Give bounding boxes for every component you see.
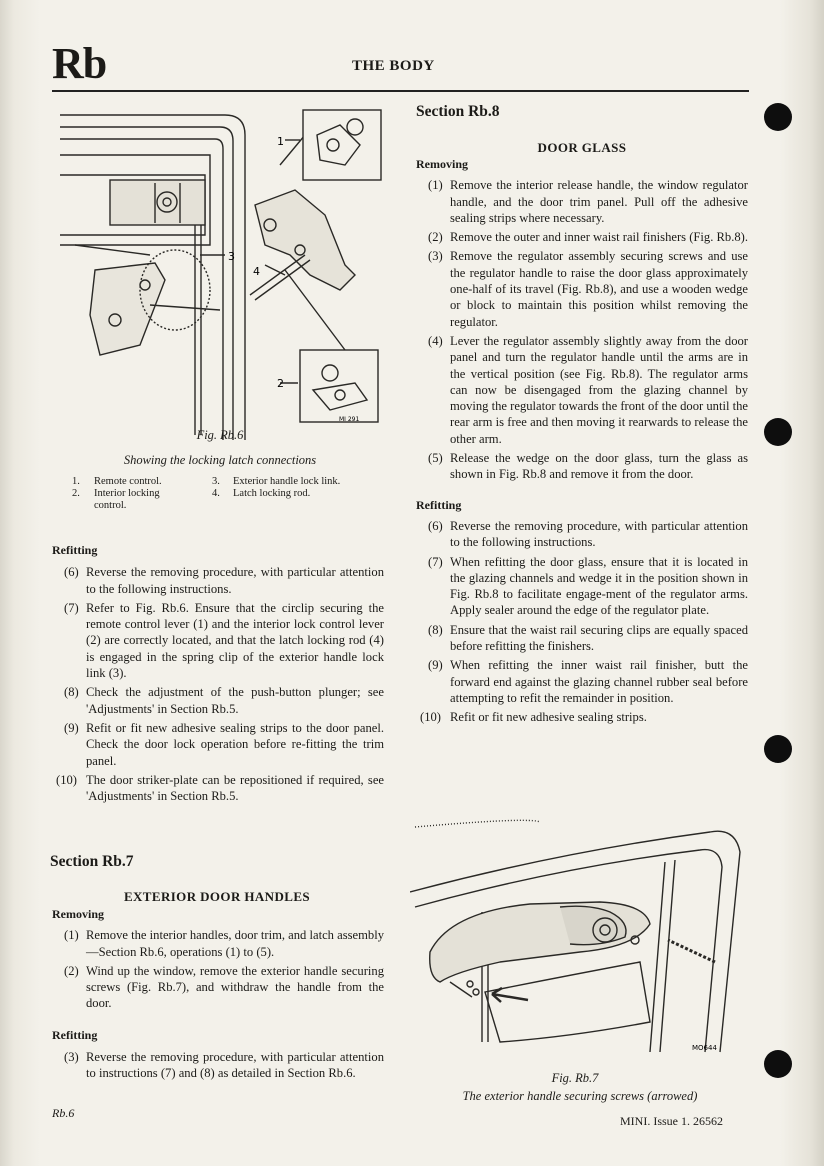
legend-num: 3. (212, 476, 220, 487)
legend-num: 1. (72, 476, 80, 487)
punch-hole (764, 103, 792, 131)
step: (6) Reverse the removing procedure, with particular attention to the following instructions. (64, 565, 384, 596)
latch-connections-illustration (55, 105, 390, 440)
step: (9) When refitting the inner waist rail finisher, butt the forward end against the glazing channel rubber seal before attempting to refit the remainder in position. (428, 658, 748, 705)
section-rb7-title: Section Rb.7 (50, 853, 134, 870)
figure-caption: Showing the locking latch connections (123, 453, 317, 467)
removing-heading: Removing (416, 157, 468, 171)
issue-number: MINI. Issue 1. 26562 (620, 1114, 723, 1128)
figure-caption: The exterior handle securing screws (arrowed) (462, 1089, 698, 1103)
step: (3) Remove the regulator assembly securing screws and use the regulator handle to raise the door glass approximately one-half of its travel (Fig. Rb.8), and use a wooden wedge or block to maintain this position whilst removing the regulator. (428, 249, 748, 329)
section-rb8-subtitle: DOOR GLASS (537, 140, 627, 155)
legend-num: 4. (212, 488, 220, 499)
step: (4) Lever the regulator assembly slightly away from the door panel and turn the regulator handle until the arms are in the vertical position (see Fig. Rb.8). The regulator arms can now be disengaged from the glazing channel by moving the regulator towards the front of the door until the rear arm is free and then moving it rearwards to release the other arm. (428, 333, 748, 446)
refitting-steps (416, 518, 748, 726)
removing-heading: Removing (52, 907, 104, 921)
refitting-heading: Refitting (52, 1027, 98, 1042)
section-rb7-body (52, 906, 384, 1085)
section-rb8-body (416, 156, 748, 729)
left-refitting (52, 542, 384, 807)
figure-label: Fig. Rb.7 (551, 1071, 599, 1085)
chapter-code: Rb (52, 39, 107, 88)
refitting-heading: Refitting (416, 497, 462, 512)
section-rb8-title: Section Rb.8 (416, 103, 500, 120)
step: (5) Release the wedge on the door glass, turn the glass as shown in Fig. Rb.8 and remove it from the door. (428, 451, 748, 482)
figure-label: Fig. Rb.6 (196, 428, 244, 442)
page-number: Rb.6 (52, 1106, 75, 1120)
refitting-steps (52, 1049, 384, 1082)
header-rule (52, 90, 749, 92)
refitting-heading: Refitting (52, 543, 98, 557)
step: (8) Ensure that the waist rail securing clips are equally spaced before refitting the finishers. (428, 622, 748, 654)
step: (6) Reverse the removing procedure, with particular attention to the following instructions. (428, 518, 748, 550)
refitting-steps (52, 564, 384, 804)
figure-rb6 (55, 105, 390, 440)
punch-hole (764, 1050, 792, 1078)
drawing-code: MO644 (692, 1044, 717, 1052)
legend-text: Latch locking rod. (233, 488, 311, 499)
legend-text: Interior locking control. (94, 488, 160, 511)
callout-4: 4 (253, 265, 260, 278)
removing-steps (416, 177, 748, 482)
step: (7) Refer to Fig. Rb.6. Ensure that the circlip securing the remote control lever (1) and the interior lock control lever (2) are correctly located, and that the latch locking rod (4) is engaged in the spring clip of the exterior handle lock link (3). (64, 600, 384, 681)
step: (10) The door striker-plate can be repositioned if required, see 'Adjustments' in Section Rb.5. (56, 772, 384, 804)
legend-text: Exterior handle lock link. (233, 476, 341, 487)
drawing-code: MI 291 (339, 416, 360, 423)
legend-num: 2. (72, 488, 80, 499)
step: (2) Remove the outer and inner waist rail finishers (Fig. Rb.8). (428, 230, 748, 245)
punch-hole (764, 735, 792, 763)
step: (1) Remove the interior handles, door trim, and latch assembly—Section Rb.6, operations (1) to (5). (64, 928, 384, 959)
step: (9) Refit or fit new adhesive sealing strips to the door panel. Check the door lock operation before re-fitting the trim panel. (64, 720, 384, 768)
step: (10) Refit or fit new adhesive sealing strips. (420, 710, 647, 725)
punch-hole (764, 418, 792, 446)
exterior-handle-illustration (410, 812, 750, 1062)
removing-steps (52, 927, 384, 1011)
figure-rb7 (410, 812, 750, 1062)
chapter-title: THE BODY (352, 58, 435, 74)
callout-2: 2 (277, 377, 284, 390)
legend-text: Remote control. (94, 476, 162, 487)
callout-1: 1 (277, 135, 284, 148)
callout-3: 3 (228, 250, 235, 263)
step: (7) When refitting the door glass, ensure that it is located in the glazing channels and wedge it in the position shown in Fig. Rb.8 to facilitate engage-ment of the regulator arms. Apply sealer around the edge of the regulator plate. (428, 554, 748, 618)
step: (3) Reverse the removing procedure, with particular attention to instructions (7) and (8) as detailed in Section Rb.6. (64, 1050, 384, 1081)
step: (2) Wind up the window, remove the exterior handle securing screws (Fig. Rb.7), and withdraw the handle from the door. (64, 963, 384, 1011)
section-rb7-subtitle: EXTERIOR DOOR HANDLES (123, 889, 311, 904)
step: (1) Remove the interior release handle, the window regulator handle, and the door trim panel. Pull off the adhesive sealing strips where necessary. (428, 178, 748, 225)
step: (8) Check the adjustment of the push-button plunger; see 'Adjustments' in Section Rb.5. (64, 685, 384, 716)
